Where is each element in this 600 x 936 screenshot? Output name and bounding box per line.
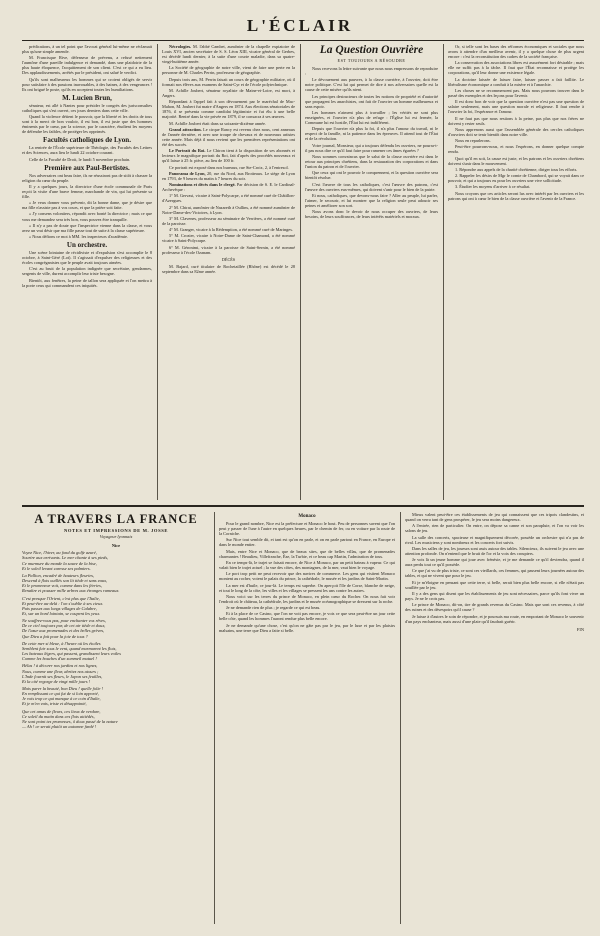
section-title-monaco: Monaco bbox=[298, 514, 316, 519]
paragraph: M. Francisque Rive, défenseur de prévenu, a refusé nettement l'aumône d'une pareille indulgence et demandé, dans une plaidoirie de la plus haute éloquence, l'acquittement de son client. C'est ce qui a eu lieu. Des applaudissements, arrêtés par le président, ont salué le verdict. bbox=[22, 55, 152, 76]
paragraph: 1° M. Gervasi, vicaire à Saint-Polycarpe, a été nommé curé de Châtillon-d'Azergues. bbox=[162, 193, 295, 204]
section-rule bbox=[22, 505, 584, 507]
paragraph: Nous en reparlerons. bbox=[455, 138, 491, 144]
paragraph: Nous voici sur les terres du prince de Monaco, en plein cœur du Rocher. On nous fait voir l'endroit où le château, la cathédrale, les jardins et le musée océanographique se dressent sur la roche. bbox=[219, 593, 395, 604]
paragraph: « Je veux donner vous prévenir, dit la bonne dame, que je désire que ma fille n'assiste pas à vos cours, et que la prière soit faite. bbox=[22, 200, 152, 211]
column-2 bbox=[162, 44, 295, 500]
inline-heading: Nécrologies. bbox=[169, 44, 192, 49]
poem-line: Les bateaux légers, qui passent, grandissent leurs voiles bbox=[22, 651, 121, 657]
paragraph: « Nous défions ce mot à MM. les inspecteurs d'académie. bbox=[29, 234, 128, 240]
poem-line: Que Dieu a fait pour la joie de tous ? bbox=[22, 633, 88, 639]
paragraph: Or, si telle sont les bases des réformes économiques et sociales que nous avons à attendre d'un meilleur avenir, il y a quelque chose de plus urgent encore : c'est la reconstitution des cadres de la société française. bbox=[448, 44, 584, 60]
section-title-nice: Nice bbox=[111, 543, 121, 549]
poem-line: Nous, comme une fleur, abritez nos atours ; bbox=[22, 668, 99, 674]
poem-line: Et, sur un bord lointain, se coupent les yeux. bbox=[22, 610, 101, 616]
masthead-rule bbox=[22, 40, 584, 41]
paragraph: Les choses ne se recommencent pas. Mais nous pouvons trouver dans le passé des exemples et des leçons pour l'avenir. bbox=[448, 87, 584, 98]
poem-line: Et le soleil levant caresse ses palmiers. bbox=[22, 565, 91, 571]
paragraph: 2. Rappeler les désirs de Mgr le comte de Chambord, qui se voyait dans ce pouvoir, et qui a toujours eu pour les ouvriers une vive sollicitude. bbox=[448, 173, 584, 184]
paragraph: Je laisse à d'autres le soin de répondre, et je poursuis ma route, en emportant de Monaco le souvenir d'un pays enchanteur, mais aussi d'une plaie qu'il faudrait guérir. bbox=[405, 613, 584, 624]
paragraph: C'est l'œuvre de tous les catholiques, c'est l'œuvre des patrons, c'est l'œuvre des ouvriers eux-mêmes, qui doivent s'unir pour le bien de la patrie. bbox=[305, 181, 438, 192]
paragraph: A l'entrée, rien de particulier. On entre, on dépose sa canne et son parapluie, et l'on va voir les salons de jeu. bbox=[405, 523, 584, 534]
heading-lucien-brun: M. Lucien Brun, bbox=[62, 93, 112, 102]
paragraph: Nous croyons que ces articles seront lus avec intérêt par les ouvriers et les patrons qui ont à cœur le bien de la classe ouvrière et l'avenir de la France. bbox=[448, 190, 584, 201]
paragraph: 5° M. Crozier, vicaire à Notre-Dame de Saint-Chamond, a été nommé vicaire à Saint-Polycarpe. bbox=[162, 233, 295, 244]
poem-line: La Pallion, encadré de hauteurs fleuries, bbox=[22, 572, 95, 578]
paragraph: Je ne demande qu'une chose, c'est qu'on ne gâte pas par le jeu, par le luxe et par les plaisirs malsains, une terre que Dieu a faite si belle. bbox=[219, 622, 395, 633]
poem-line: Hélas ! à décorer nos jardins et nos lignes, bbox=[22, 663, 98, 669]
column-travers-3 bbox=[405, 512, 584, 924]
feature-body bbox=[219, 514, 395, 633]
poem-line: Je vois trop ce qui manque à ce coin d'Italie, bbox=[22, 696, 101, 702]
paragraph: Sur Nice tout semble dit, et tant est qu'on en parle, et on en parle partout en France, en Europe et dans le monde entier. bbox=[219, 537, 395, 548]
paragraph: Qu'ils sont malheureux les hommes qui se croient obligés de servir pour satisfaire à des passions inavouables, à des haines, à des vengeances ! Ils ont brigué le poste, qu'ils en acceptent toutes les humiliations. bbox=[22, 76, 152, 92]
column-travers-1 bbox=[22, 512, 210, 924]
text: Le Chiron tient à la disposition de ses abonnés et lecteurs le magnifique portrait du Roi, fait d'après des procédés nouveaux et qu'il laisse à 25 fr. pièce, au lieu de 100 fr. bbox=[162, 148, 295, 164]
poem-line: Ne sont point tes promesses, ô doux passé de la nature bbox=[22, 718, 118, 724]
paragraph: « Il n'y a pas de doute que l'inspectrice vienne dans la classe, et vous avez un vrai désir que ma fille passe tout de suite à la classe supérieure. bbox=[22, 222, 152, 233]
article-subtitle: EST TOUJOURS A RÉSOUDRE bbox=[337, 58, 406, 63]
paragraph: La salle des concerts, spacieuse et magnifiquement décorée, possède un orchestre qui n'a pas de rival. Les musiciens y sont nombreux et les concerts fort suivis. bbox=[405, 534, 584, 545]
paragraph bbox=[162, 182, 295, 192]
paragraph: La mer est d'huile, ce jour-là. Le temps est superbe. On aperçoit l'île de Corse, blanche de neige, et tout le long de la côte, les villes et les villages se pressent les uns contre les autres. bbox=[219, 582, 395, 593]
paragraph: Une scène lointaine de récidiviste et d'expulsion s'est accomplie le 8 octobre, à Saint-Géré (Lot). Il s'agissait d'expulser des religieuses et des écoles congréganistes que le peuple avait toujours aimées. bbox=[22, 250, 152, 266]
feature-byline: Voyageur lyonnais bbox=[99, 534, 133, 540]
paragraph: Pour le grand nombre, Nice est la préfecture et Monaco le bout. Peu de personnes savent que l'on peut y passer de l'une à l'autre en quelques heures, par le chemin de fer, ou en voiture par la route de la Corniche. bbox=[219, 521, 395, 537]
poem-line: De l'azur aux promenades et des belles grèves, bbox=[22, 628, 105, 634]
paragraph: sénateur, est allé à Nantes pour présider le congrès des jurisconsultes catholiques qui s'est ouvert, ces jours derniers dans cette ville. bbox=[22, 102, 152, 113]
poem-line: Ce murmure du monde la sauve de la bise, bbox=[22, 560, 97, 566]
paragraph bbox=[162, 127, 295, 147]
feature-subtitle: NOTES ET IMPRESSIONS DE M. JOSSE bbox=[63, 528, 169, 533]
poem-line: Puis passez aux longs villages de Calabre, bbox=[22, 605, 97, 611]
paragraph: Je vois là un jeune homme qui joue avec frénésie, et je me demande ce qu'il deviendra, quand il aura perdu tout ce qu'il possède. bbox=[405, 557, 584, 568]
paragraph: 4° M. Granger, vicaire à la Rédemption, a été nommé curé de Maringes. bbox=[169, 227, 293, 233]
paragraph bbox=[162, 171, 295, 181]
poem-line: Ce soleil du matin dans ces flots attiédés, bbox=[22, 713, 95, 719]
column-rule bbox=[300, 44, 301, 500]
poem-line: L'Inde fournit ses fleurs, le Japon ses feuilles, bbox=[22, 673, 103, 679]
poem-line: Et le promeneur voit, comme dans les féeries, bbox=[22, 583, 102, 589]
heading-facultes: Facultés catholiques de Lyon. bbox=[43, 136, 131, 145]
paragraph: Les hommes n'aiment plus à travailler ; les vérités ne sont plus enseignées, et l'ouvrier n'a plus de refuge : l'Église lui est fermée, la Commune lui est hostile, l'État lui est indifférent. bbox=[305, 109, 438, 126]
paragraph: La doctrine laissée de laisser faire, laisser passer a fait faillite. Le libéralisme économique a conduit à la misère et à l'anarchie. bbox=[448, 76, 584, 87]
paragraph: Dans les salles de jeu, les joueurs sont assis autour des tables. Silencieux, ils suivent le jeu avec une attention profonde. On n'entend que le bruit de l'or et la voix des croupiers. bbox=[405, 545, 584, 556]
paragraph: M. Achille Joubert, sénateur royaliste de Maine-et-Loire, est mort, à Angers. bbox=[162, 87, 295, 98]
paragraph: Ce que j'ai vu de plus triste, ce sont ces vieillards, ces femmes, qui passent leurs journées autour des tables, et qui ne vivent que pour le jeu. bbox=[405, 568, 584, 579]
paragraph: 3° M. Clavenes, professeur au séminaire de Verrières, a été nommé curé de la paroisse. bbox=[162, 215, 295, 226]
paragraph: Il y a quelques jours, la directrice d'une école communale de Paris reçoit la visite d'une brave femme, marchande de vin, qui lui présente sa fille. bbox=[22, 183, 152, 199]
paragraph: « J'y consens volontiers, répondit avec bonté la directrice ; mais ce que vous me demandez sera très bon, vous pouvez être tranquille. bbox=[22, 211, 152, 222]
inline-heading: Le Portrait du Roi. bbox=[169, 148, 206, 154]
paragraph: Répondant à l'appel fait à son dévouement par le maréchal de Mac-Mahon, M. Joubert fut maire d'Angers en 1874. Aux élections sénatoriales de 1876, il se présenta comme candidat légitimiste et fut élu à une belle majorité. Rentré dans la vie privée en 1879, il se consacra à ses œuvres. bbox=[162, 99, 295, 120]
paragraph: 3. Étudier les moyens d'arriver à ce résultat. bbox=[455, 184, 531, 190]
paragraph: Celle de la Faculté de Droit, le lundi 5 novembre prochain. bbox=[29, 156, 131, 162]
paragraph: Il ne faut pas que nous restions à la peine, pas plus que nos frères ne doivent y rester seuls. bbox=[448, 115, 584, 126]
poem-line: Semblent fuir sous le vent, quand murmurent les flots, bbox=[22, 645, 117, 651]
poem-line: Que cet amas de fleurs, ces lieux de verdure, bbox=[22, 708, 101, 714]
paragraph bbox=[162, 148, 295, 163]
paragraph: Et nous, catholiques, que devons-nous faire ? Aller au peuple, lui parler, l'aimer, le secourir, et lui montrer que la religion seule peut adoucir ses peines et améliorer son sort. bbox=[305, 192, 438, 208]
paragraph: Mieux valent peut-être ces établissements de jeu qui connaissent que ces tripots clandestins, et quand on verra tant de gens prospérer, le jeu sera moins dangereux. bbox=[405, 512, 584, 523]
text: Le cirque Rancy est revenu chez nous, cent anneaux de l'année dernière, et avec une troupe de chevaux et de nouveaux artistes cette année. Mais déjà il nous revient que les premières représentations ont été des succès. bbox=[162, 126, 295, 147]
poem-lines bbox=[22, 550, 210, 729]
paragraph: M. Achille Joubert était dans sa soixante-dixième année. bbox=[169, 120, 267, 126]
column-1 bbox=[22, 44, 152, 500]
paragraph: Et à la place de ce Casino, que l'on ne voit pas encore, je vois ce que sera peut-être un jour cette belle côte, quand les hommes l'auront rendue plus belle encore. bbox=[219, 611, 395, 622]
feature-title: A TRAVERS LA FRANCE bbox=[34, 512, 198, 526]
paragraph: Quoi qu'il en soit, la cause est juste, et les patrons et les ouvriers chrétiens doivent s'unir dans le mouvement. bbox=[448, 155, 584, 166]
poem-line: Renaître et pousser mille arbres aux étranges rameaux. bbox=[22, 588, 120, 594]
paragraph: Nous avons donc le devoir de nous occuper des ouvriers, de leurs besoins, de leurs souffrances, de leurs intérêts matériels et moraux. bbox=[305, 209, 438, 220]
column-4 bbox=[448, 44, 584, 500]
inline-heading: Panorama de Lyon, bbox=[169, 170, 206, 176]
masthead: L'ÉCLAIR bbox=[246, 16, 354, 35]
feature-body bbox=[405, 512, 584, 624]
paragraph: Votre journal, Monsieur, qui a toujours défendu les ouvriers, ne pourra-t-il pas nous dire ce qu'il faut faire pour ramener ces âmes égarées ? bbox=[305, 142, 438, 153]
poem-line: Sourire aux arrivants. Le mer chante à ses pieds, bbox=[22, 555, 109, 561]
paragraph: La rentrée de l'École supérieure de Théologie, des Facultés des Lettres et des Sciences, aura lieu le lundi 22 octobre courant. bbox=[22, 145, 152, 156]
poem-line: Mais parer la beauté, bon Dieu ! quelle folie ! bbox=[22, 686, 104, 691]
poem-line: Ne souffrez-vous pas, pour enchanter vos rêves, bbox=[22, 618, 106, 624]
paragraph: Que ceux qui ont le pouvoir le comprennent, et la question ouvrière sera bientôt résolue. bbox=[305, 170, 438, 181]
column-3 bbox=[305, 44, 438, 500]
paragraph: Nos adversaires ont beau faire, ils ne réussiront pas de sitôt à chasser la religion du cœur du peuple. bbox=[22, 172, 152, 183]
poem bbox=[22, 543, 210, 729]
column-rule bbox=[443, 44, 444, 500]
poem-line: — Ah ! ce serait plutôt un automne fardé ! bbox=[22, 724, 97, 730]
paragraph: 1. Répondre aux appels de la charité chrétienne, diriger tous les efforts. bbox=[455, 166, 578, 172]
poem-line: En remplissant ce qui fut de si loin apporté, bbox=[22, 691, 99, 697]
poem-line: Et je m'en vais, triste et désappointé, bbox=[22, 701, 87, 707]
column-travers-2 bbox=[219, 512, 395, 924]
article-title: La Question Ouvrière bbox=[319, 44, 424, 56]
paragraph: Il y a des gens qui disent que les établissements de jeu sont nécessaires, parce qu'ils font vivre un pays. Je ne le crois pas. bbox=[405, 590, 584, 602]
paragraph: Mais, entre Nice et Monaco, que de beaux sites, que de belles villas, que de promenades charmantes ! Beaulieu, Villefranche, Èze, la Turbie, et ce beau cap Martin, l'admiration de tous. bbox=[219, 548, 395, 559]
poem-line: Comme les bouches d'un sommeil mutuel ! bbox=[22, 656, 97, 662]
paragraph: 2° M. Chirat, aumônier de Nazareth à Oullins, a été nommé aumônier de Notre-Dame-des-Victoires, à Lyon. bbox=[162, 204, 295, 215]
paragraph: M. Bajard, curé titulaire de Rochetaillée (Rhône) est décédé le 28 septembre dans sa 82me année. bbox=[162, 263, 295, 274]
paragraph: Peut-être pourrons-nous, et nous l'espérons, en donner quelque compte rendu. bbox=[448, 144, 584, 155]
paragraph: Les principes destructeurs de toutes les notions de propriété et d'autorité que propagent les anarchistes, ont fait de l'ouvrier un homme malheureux et sans espoir. bbox=[305, 93, 438, 109]
poem-line: Et peut-être au-delà : l'on s'oublie à ses cieux. bbox=[22, 600, 104, 606]
paragraph: Nous sommes convaincus que le salut de la classe ouvrière est dans le retour aux principes chrétiens, dans la restauration des corporations et dans l'union du patron et de l'ouvrier. bbox=[305, 153, 438, 170]
text: M. l'abbé Cambet, aumônier de la chapelle expiatoire de Louis XVI, ancien secrétaire de S. S. Léon XIII, vicaire général de Gerbes, est décédé lundi dernier, à la suite d'une courte maladie, dans sa quatre-vingt-huitième année. bbox=[162, 44, 295, 65]
poem-line: De ce ciel toujours pur, de cet air tiède et doux, bbox=[22, 623, 106, 629]
fin-mark: FIN bbox=[576, 626, 584, 632]
paragraph: Quand la violence détient le pouvoir, que la liberté et les droits de tous sont à la merci de bon vouloir, il est bon, il est juste que des hommes éminents par le cœur, par la science, par le caractère, étudient les moyens de défendre les faibles, de protéger les opprimés. bbox=[22, 114, 152, 135]
paragraph: prédications, à un tel point que l'avocat général lui-même ne réclamait plus qu'une simple amende. bbox=[22, 44, 152, 55]
paragraph: Je ne demande rien de plus ; je regarde ce qui est beau. bbox=[226, 605, 321, 611]
paragraph: Le port trop petit ne peut recevoir que des navires de commerce. Les gens qui visitent Monaco montent au rocher, voient le palais du prince, la cathédrale, le musée et les jardins de Saint-Martin. bbox=[219, 571, 395, 582]
paragraph: En ce temps-là, le trajet se faisait encore, de Nice à Monaco, par un petit bateau à vapeur. Ce qui valait bien le trajet actuel ; la vue des côtes, des montagnes, de la mer, vaut bien le voyage. bbox=[219, 559, 395, 570]
paragraph: Et je m'éloigne en pensant que cette terre, si belle, serait bien plus belle encore, si elle n'était pas souillée par le jeu. bbox=[405, 579, 584, 590]
paragraph: Depuis trois ans, M. Perrin faisait un cours de géographie militaire, où il formait nos élèves aux examens de Saint-Cyr et de l'école polytechnique. bbox=[162, 76, 295, 87]
column-rule bbox=[400, 512, 401, 924]
poem-line: C'est presque l'Orient, c'est plus que l'Italie, bbox=[22, 595, 100, 601]
poem-line: De cette mer si bleue, à l'heure où les étoiles bbox=[22, 640, 101, 646]
column-rule bbox=[157, 44, 158, 500]
section-label: DÉCÈS bbox=[221, 256, 236, 262]
paragraph: Nous recevons la lettre suivante que nous nous empressons de reproduire : bbox=[305, 66, 438, 77]
paragraph: Le prince de Monaco, dit-on, tire de grands revenus du Casino. Mais que sont ces revenus, à côté des ruines et des désespoirs qu'il cause ? bbox=[405, 602, 584, 613]
poem-line: Descend à flots ouillés son lit tiède et sans eaux, bbox=[22, 578, 108, 584]
heading-orchestre: Un orchestre. bbox=[66, 241, 108, 250]
paragraph: Il est donc bon de voir que la question ouvrière n'est pas une question de salaire seulement, mais une question morale et religieuse. Il faut rendre à l'ouvrier la foi, l'espérance et l'amour. bbox=[448, 99, 584, 115]
text: 20, rue du Nord, aux Brotteaux. Le siège de Lyon en 1793, de 9 heures du matin à 7 heures du soir. bbox=[162, 170, 295, 181]
poem-line: Voyez Nice, l'hiver, au fond du golfe azuré, bbox=[22, 550, 97, 556]
poem-line: Et la cité regorge de vingt mille jours ! bbox=[22, 678, 91, 684]
paragraph: C'est au bruit de la population indignée que secrétaire, gendarmes, sergents de ville, durent accomplir leur triste besogne. bbox=[22, 266, 152, 277]
paragraph: Nous apprenons aussi que l'assemblée générale des cercles catholiques d'ouvriers doit se tenir bientôt dans notre ville. bbox=[448, 126, 584, 137]
paragraph: Depuis que l'ouvrier n'a plus la foi, il n'a plus l'amour du travail, ni le respect de la famille, ni la patience dans les épreuves. Il attend tout de l'État et de la révolution. bbox=[305, 126, 438, 142]
inline-heading: Nominations et décès dans le clergé. bbox=[169, 182, 236, 188]
paragraph: Bientôt, aux fenêtres, la peine de tallon sera appliquée et l'on mettra à la porte ceux qui commandent ces iniquités. bbox=[22, 277, 152, 288]
paragraph: La conservation des associations libres est assurément fort désirable ; mais elle ne suffit pas à la tâche. Il faut que l'État reconnaisse et protège les corporations, qu'il leur donne une existence légale. bbox=[448, 60, 584, 76]
column-rule bbox=[214, 512, 215, 924]
heading-paul-bertistes: Première aux Paul-Bertistes. bbox=[44, 163, 130, 172]
paragraph bbox=[162, 44, 295, 64]
inline-heading: Grand attraction. bbox=[169, 126, 202, 132]
paragraph: 6° M. Géronimi, vicaire à la paroisse de Saint-Sernin, a été nommé professeur à l'école Ozanam. bbox=[162, 244, 295, 255]
paragraph: Le dévouement aux pauvres, à la classe ouvrière, à l'ouvrier, doit être notre politique. C'est lui qui permet de dire à nos adversaires quelle est la cause de cette misère qu'ils nient. bbox=[305, 77, 438, 93]
paragraph: Ce portrait est exposé dans nos bureaux, rue Ste-Croix, 2, à l'entresol. bbox=[169, 164, 289, 170]
paragraph: La Société de géographie de notre ville, vient de faire une perte en la personne de M. Charles Perrin, professeur de géographie. bbox=[162, 65, 295, 76]
text: Par décision de S. E. le Cardinal-Archevêque : bbox=[162, 182, 295, 193]
